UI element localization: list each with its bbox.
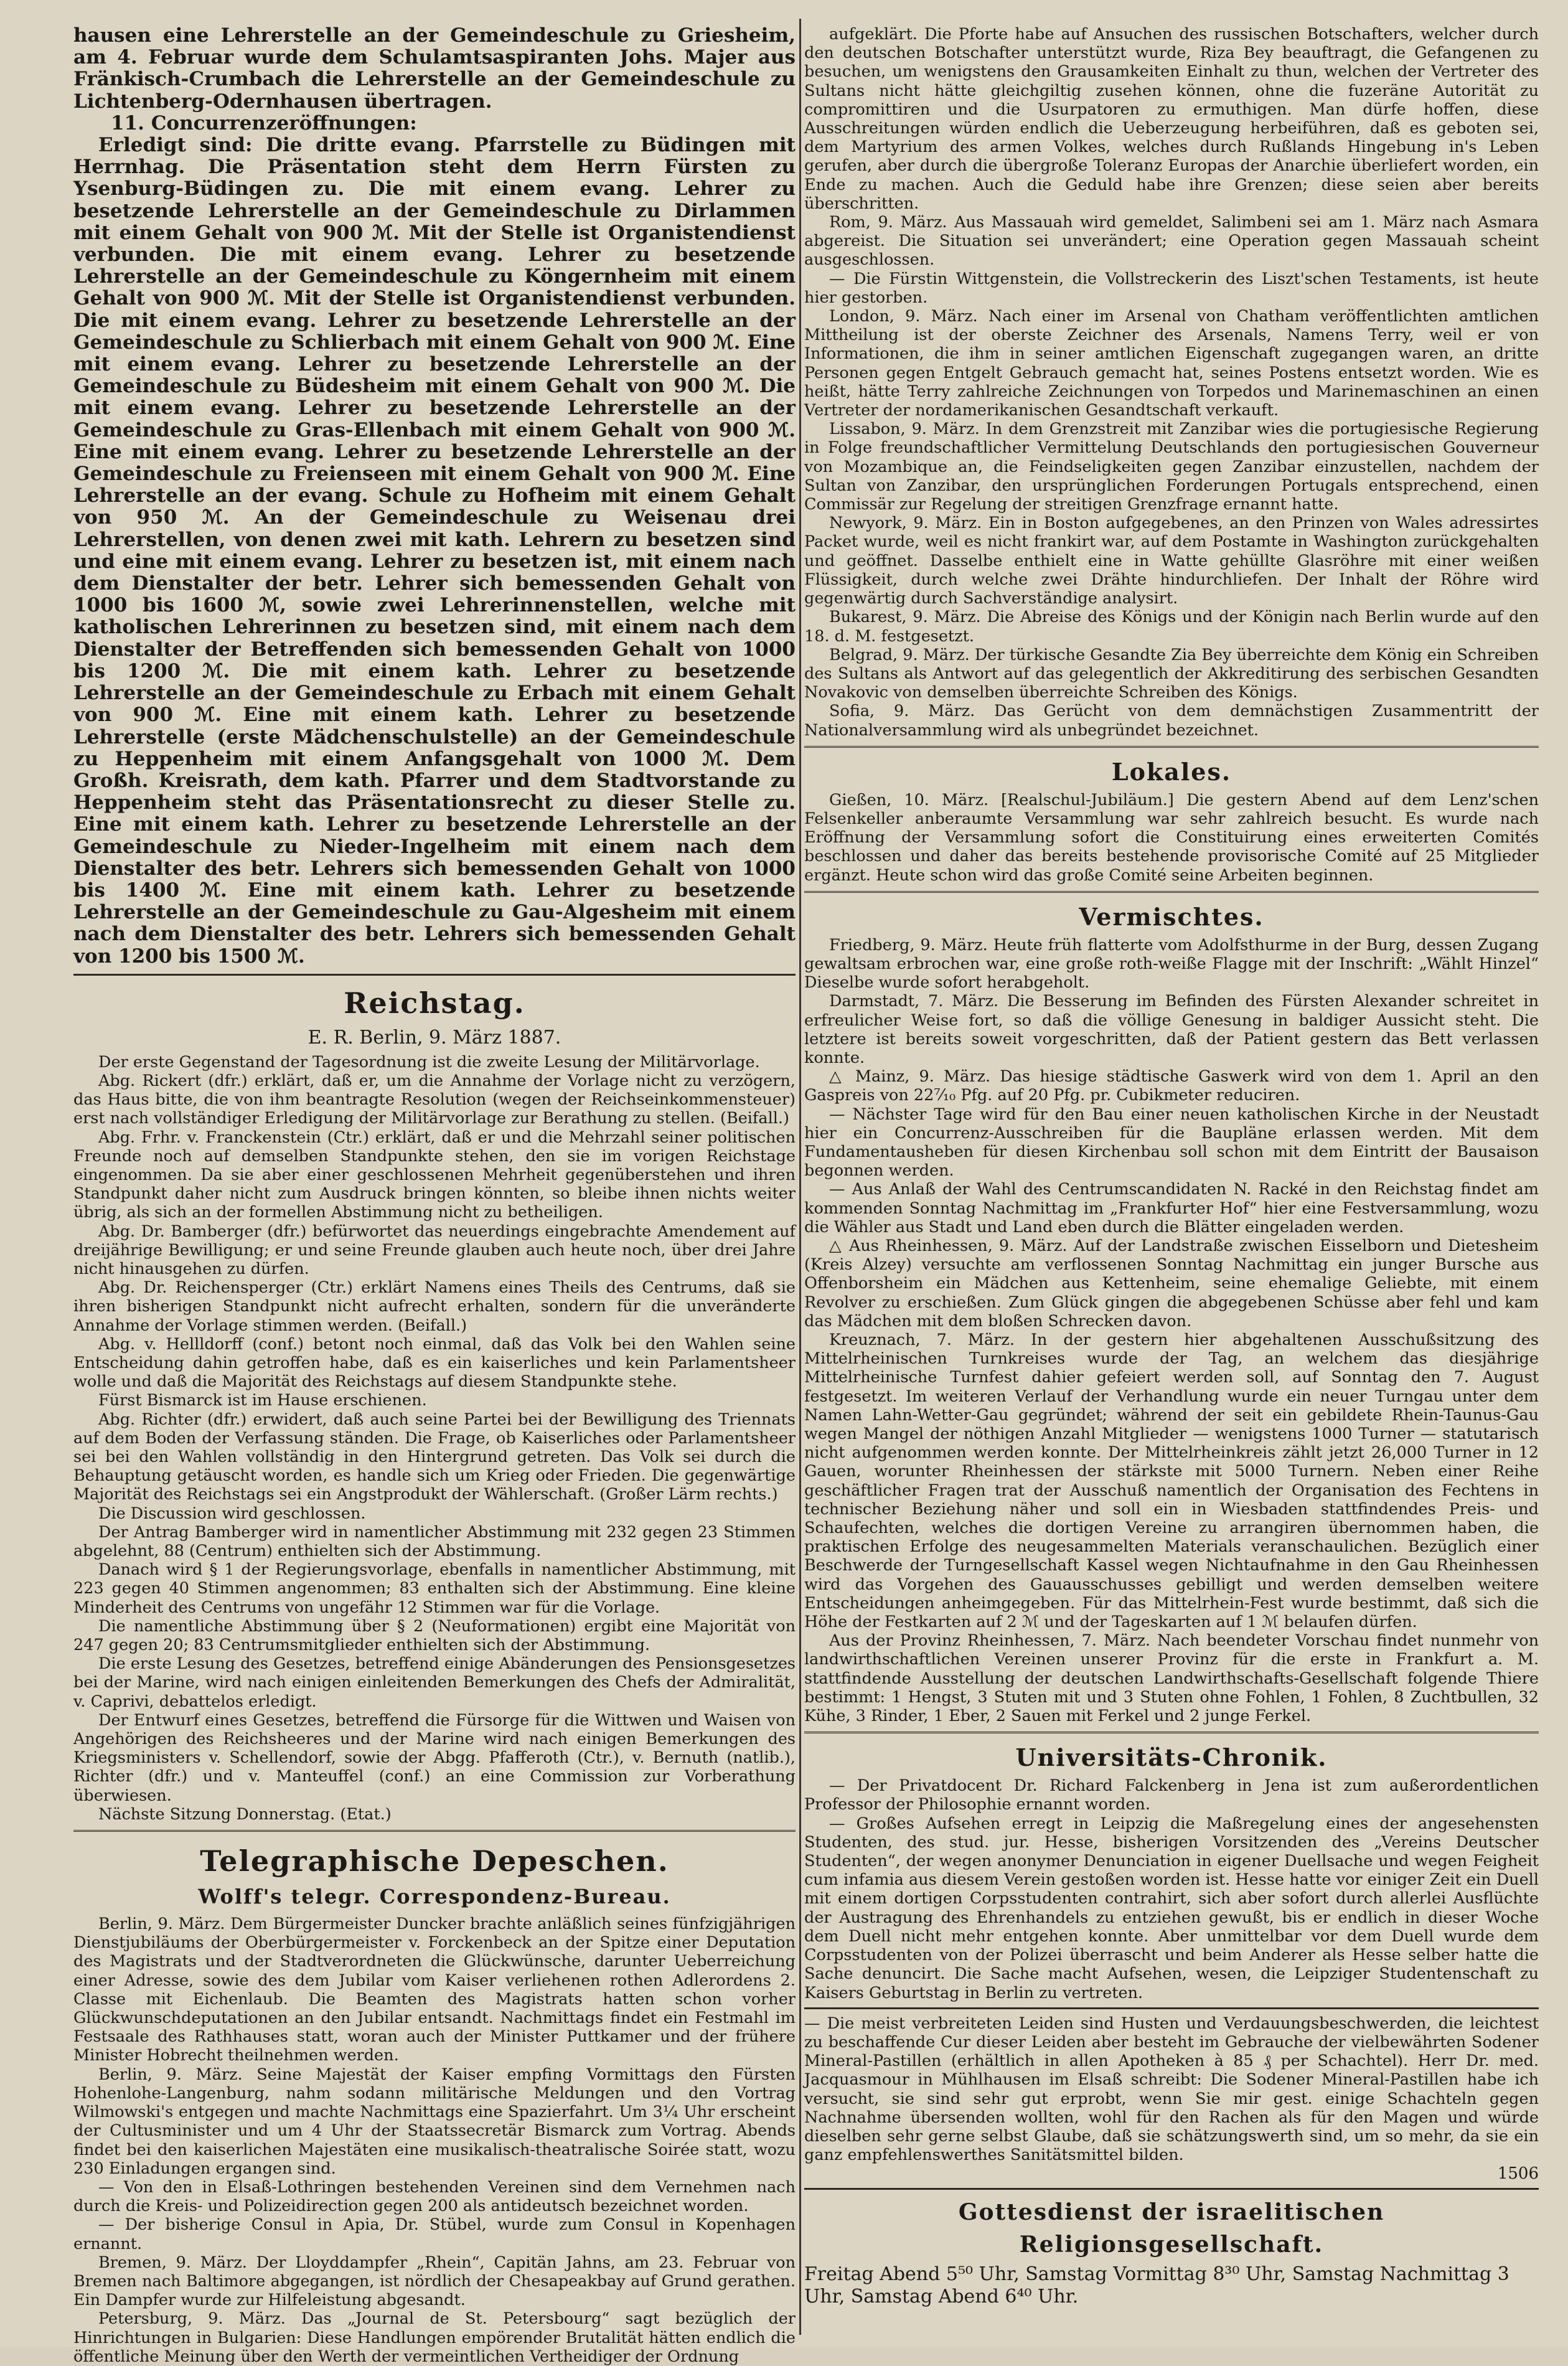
vermischtes-paragraph: Kreuznach, 7. März. In der gestern hier abgehaltenen Ausschußsitzung des Mittelrheinischen Turnkreises wurde der Tag, an welchem das diesjährige Mittelrheinische Turnfest dahier gefeiert werden soll, auf Sonntag den 7. August festgesetzt. Im weiteren Verlauf der Verhandlung wurde ein neuer Turngau unter dem Namen Lahn-Wetter-Gau gegründet; während der seit ein gebildete Rhein-Taunus-Gau wegen Mangel der nöthigen Anzahl Mitglieder — wenigstens 1000 Turner — statutarisch nicht aufgenommen werden konnte. Der Mittelrheinkreis zählt jetzt 26,000 Turner in 12 Gauen, worunter Rheinhessen der stärkste mit 5000 Turnern. Neben einer Reihe geschäftlicher Fragen trat der Ausschuß namentlich der Organisation des Fechtens in technischer Beziehung näher und soll ein in Wiesbaden stattfindendes Preis- und Schaufechten, welches die dortigen Vereine zu arrangiren übernommen haben, die praktischen Erfolge des neugesammelten Materials veranschaulichen. Bezüglich einer Beschwerde der Turngesellschaft Kassel wegen Nichtaufnahme in den Gau Rheinhessen wird das Vorgehen des Gauausschusses gebilligt und werden demselben weitere Entscheidungen anheimgegeben. Für das Mittelrhein-Fest wurde bestimmt, daß sich die Höhe der Festkarten auf 2 ℳ und der Tageskarten auf 1 ℳ belaufen dürfen. [804,1331,1539,1632]
telegraph-paragraph: Berlin, 9. März. Dem Bürgermeister Duncker brachte anläßlich seines fünfzigjährigen Dienstjubiläums der Oberbürgermeister v. Forckenbeck an der Spitze einer Deputation des Magistrats und der Stadtverordneten die Glückwünsche, darunter Ueberreichung einer Adresse, sowie des dem Jubilar vom Kaiser verliehenen rothen Adlerordens 2. Classe mit Eichenlaub. Die Beamten des Magistrats hatten schon vorher Glückwunschdeputationen an den Jubilar entsandt. Nachmittags findet ein Festmahl im Festsaale des Rathhauses statt, woran auch der Minister Puttkamer und der frühere Minister Hobrecht theilnehmen werden. [73,1915,796,2065]
reichstag-paragraph: Der Entwurf eines Gesetzes, betreffend die Fürsorge für die Wittwen und Waisen von Angehörigen des Reichsheeres und der Marine wird nach einigen Bemerkungen des Kriegsministers v. Schellendorf, sowie der Abgg. Pfafferoth (Ctr.), v. Bernuth (natlib.), Richter (dfr.) und v. Manteuffel (conf.) an eine Commission zur Vorberathung überwiesen. [73,1710,796,1805]
lokales-heading: Lokales. [1111,757,1232,786]
telegraph-paragraph: — Der bisherige Consul in Apia, Dr. Stübel, wurde zum Consul in Kopenhagen ernannt. [73,2215,796,2253]
reichstag-paragraph: Abg. Richter (dfr.) erwidert, daß auch seine Partei bei der Bewilligung des Triennats auf dem Boden der Verfassung ständen. Die Frage, ob Kaiserliches oder Parlamentsheer sei bei den Wahlen vollständig in den Hintergrund getreten. Das Volk sei durch die Behauptung getäuscht worden, es handle sich um Krieg oder Frieden. Die gegenwärtige Majorität des Reichstags sei ein Angstprodukt der Wählerschaft. (Großer Lärm rechts.) [73,1410,796,1504]
right-column [804,25,1539,2335]
telegraph-cont-paragraph: Bukarest, 9. März. Die Abreise des Königs und der Königin nach Berlin wurde auf den 18. d. M. festgesetzt. [804,608,1539,646]
section-rule [804,891,1539,895]
ad-text: — Die meist verbreiteten Leiden sind Husten und Verdauungsbeschwerden, die leichtest zu beschaffende Cur dieser Leiden aber besteht im Gebrauche der vielbewährten Sodener Mineral-Pastillen (erhältlich in allen Apotheken à 85 ₰ per Schachtel). Herr Dr. med. Jacquasmour in Mühlhausen im Elsaß schreibt: Die Sodener Mineral-Pastillen habe ich versucht, sie sind sehr gut erprobt, wenn Sie mir gest. einige Schachteln gegen Nachnahme übersenden wollten, wohl für den Rachen als für den Magen und würde dieselben sehr gerne selbst Glaube, daß sie schätzungswerth sind, um so mehr, da sie ein ganz empfehlenswerthes Sanitätsmittel bilden. [804,2014,1539,2165]
section-rule [804,746,1539,750]
telegraph-cont-paragraph: Sofia, 9. März. Das Gerücht von dem demnächstigen Zusammentritt der Nationalversammlung wird als unbegründet bezeichnet. [804,702,1539,740]
lokales-article [804,791,1539,885]
concurrenz-heading: 11. Concurrenzeröffnungen: [111,111,417,134]
reichstag-paragraph: Die namentliche Abstimmung über § 2 (Neuformationen) ergibt eine Majorität von 247 gegen 20; 83 Centrumsmitglieder enthielten sich der Abstimmung. [73,1616,796,1655]
telegraph-cont-paragraph: Belgrad, 9. März. Der türkische Gesandte Zia Bey überreichte dem König ein Schreiben des Sultans als Antwort auf das gelegentlich der Akkreditirung des serbischen Gesandten Novakovic von demselben überreichte Schreiben des Königs. [804,645,1539,702]
telegraph-paragraph: Bremen, 9. März. Der Lloyddampfer „Rhein“, Capitän Jahns, am 23. Februar von Bremen nach Baltimore abgegangen, ist nördlich der Chesapeakbay auf Grund gerathen. Ein Dampfer wurde zur Hilfeleistung abgesandt. [73,2253,796,2310]
telegraph-paragraph: Petersburg, 9. März. Das „Journal de St. Petersbourg“ sagt bezüglich der Hinrichtungen in Bulgarien: Diese Handlungen empörender Brutalität hätten endlich die öffentliche Meinung über den Werth der vermeintlichen Vertheidiger der Ordnung [73,2309,796,2366]
reichstag-article [73,1053,796,1824]
reichstag-paragraph: Abg. Dr. Reichensperger (Ctr.) erklärt Namens eines Theils des Centrums, daß sie ihren bisherigen Standpunkt nicht aufrecht erhalten, sondern für die unveränderte Annahme der Vorlage stimmen werden. (Beifall.) [73,1278,796,1335]
telegraph-cont-paragraph: — Die Fürstin Wittgenstein, die Vollstreckerin des Liszt'schen Testaments, ist heute hier gestorben. [804,269,1539,307]
vermischtes-paragraph: △ Aus Rheinhessen, 9. März. Auf der Landstraße zwischen Eisselborn und Dietesheim (Kreis Alzey) versuchte am verflossenen Sonntag Nachmittag ein junger Bursche aus Offenborsheim ein Mädchen aus Kettenheim, seine ehemalige Geliebte, mit einem Revolver zu erschießen. Zum Glück gingen die abgegebenen Schüsse aber fehl und kam das Mädchen mit dem bloßen Schrecken davon. [804,1236,1539,1331]
telegraph-heading: Telegraphische Depeschen. [200,1844,669,1878]
universitaets-paragraph: — Der Privatdocent Dr. Richard Falckenberg in Jena ist zum außerordentlichen Professor der Philosophie ernannt worden. [804,1776,1539,1814]
section-rule [73,1830,796,1834]
telegraph-cont-paragraph: London, 9. März. Nach einer im Arsenal von Chatham veröffentlichten amtlichen Mittheilung ist der oberste Zeichner des Arsenals, Namens Terry, weil er von Informationen, die ihm in seiner amtlichen Eigenschaft zugegangen waren, an dritte Personen gegen Entgelt Gebrauch gemacht hat, seines Postens entsetzt worden. Wie es heißt, hätte Terry zahlreiche Zeichnungen von Torpedos und Marinemaschinen an einen Vertreter der nordamerikanischen Gesandtschaft verkauft. [804,307,1539,420]
reichstag-paragraph: Abg. v. Hellldorff (conf.) betont noch einmal, daß das Volk bei den Wahlen seine Entscheidung dahin getroffen habe, daß es ein kaiserliches und kein Parlamentsheer wolle und daß die Majorität des Reichstags auf diesem Standpunkte stehe. [73,1334,796,1392]
ad-number: 1506 [1497,2164,1539,2184]
telegraph-paragraph: — Von den in Elsaß-Lothringen bestehenden Vereinen sind dem Vernehmen nach durch die Kreis- und Polizeidirection gegen 200 als antideutsch bezeichnet worden. [73,2177,796,2216]
telegraph-paragraph: Berlin, 9. März. Seine Majestät der Kaiser empfing Vormittags den Fürsten Hohenlohe-Langenburg, nahm sodann militärische Meldungen und den Vortrag Wilmowski's entgegen und machte Nachmittags eine Spazierfahrt. Um 3¼ Uhr erscheint der Cultusminister und um 4 Uhr der Staatssecretär Bismarck zum Vortrag. Abends findet bei den kaiserlichen Majestäten eine musikalisch-theatralische Soirée statt, wozu 230 Einladungen ergangen sind. [73,2065,796,2178]
vermischtes-paragraph: — Aus Anlaß der Wahl des Centrumscandidaten N. Racké in den Reichstag findet am kommenden Sonntag Nachmittag im „Frankfurter Hof“ hier eine Festversammlung, wozu die Wähler aus Stadt und Land eben durch die Blätter eingeladen werden. [804,1180,1539,1237]
telegraph-cont-paragraph: Newyork, 9. März. Ein in Boston aufgegebenes, an den Prinzen von Wales adressirtes Packet wurde, weil es nicht frankirt war, auf dem Postamte in Washington zurückgehalten und geöffnet. Dasselbe enthielt eine in Watte gehüllte Glasröhre mit einer weißen Flüssigkeit, durch welche zwei Drähte hindurchliefen. Der Inhalt der Röhre wird gegenwärtig durch Sachverständige analysirt. [804,514,1539,608]
gottesdienst-heading: Gottesdienst der israelitischen Religionsgesellschaft. [958,2199,1385,2258]
reichstag-paragraph: Die Discussion wird geschlossen. [98,1504,366,1523]
vermischtes-paragraph: — Nächster Tage wird für den Bau einer neuen katholischen Kirche in der Neustadt hier ein Concurrenz-Ausschreiben für die Baupläne erlassen werden. Mit dem Fundamentausheben für diesen Kirchenbau soll schon mit dem Eintritt der Bausaison begonnen werden. [804,1105,1539,1181]
concurrenz-body: Erledigt sind: Die dritte evang. Pfarrstelle zu Büdingen mit Herrnhag. Die Präsentation steht dem Herrn Fürsten zu Ysenburg-Büdingen zu. Die mit einem evang. Lehrer zu besetzende Lehrerstelle an der Gemeindeschule zu Dirlammen mit einem Gehalt von 900 ℳ. Mit der Stelle ist Organistendienst verbunden. Die mit einem evang. Lehrer zu besetzende Lehrerstelle an der Gemeindeschule zu Köngernheim mit einem Gehalt von 900 ℳ. Mit der Stelle ist Organistendienst verbunden. Die mit einem evang. Lehrer zu besetzende Lehrerstelle an der Gemeindeschule zu Schlierbach mit einem Gehalt von 900 ℳ. Eine mit einem evang. Lehrer zu besetzende Lehrerstelle an der Gemeindeschule zu Büdesheim mit einem Gehalt von 900 ℳ. Die mit einem evang. Lehrer zu besetzende Lehrerstelle an der Gemeindeschule zu Gras-Ellenbach mit einem Gehalt von 900 ℳ. Eine mit einem evang. Lehrer zu besetzende Lehrerstelle an der Gemeindeschule zu Freienseen mit einem Gehalt von 900 ℳ. Eine Lehrerstelle an der evang. Schule zu Hofheim mit einem Gehalt von 950 ℳ. An der Gemeindeschule zu Weisenau drei Lehrerstellen, von denen zwei mit kath. Lehrern zu besetzen sind und eine mit einem evang. Lehrer zu besetzen ist, mit einem nach dem Dienstalter der betr. Lehrer sich bemessenden Gehalt von 1000 bis 1600 ℳ, sowie zwei Lehrerinnenstellen, welche mit katholischen Lehrerinnen zu besetzen sind, mit einem nach dem Dienstalter der Betreffenden sich bemessenden Gehalt von 1000 bis 1200 ℳ. Die mit einem kath. Lehrer zu besetzende Lehrerstelle an der Gemeindeschule zu Erbach mit einem Gehalt von 900 ℳ. Eine mit einem kath. Lehrer zu besetzende Lehrerstelle (erste Mädchenschulstelle) an der Gemeindeschule zu Heppenheim mit einem Anfangsgehalt von 1000 ℳ. Dem Großh. Kreisrath, dem kath. Pfarrer und dem Stadtvorstande zu Heppenheim steht das Präsentationsrecht zu dieser Stelle zu. Eine mit einem kath. Lehrer zu besetzende Lehrerstelle an der Gemeindeschule zu Nieder-Ingelheim mit einem nach dem Dienstalter des betr. Lehrers sich bemessenden Gehalt von 1000 bis 1400 ℳ. Eine mit einem kath. Lehrer zu besetzende Lehrerstelle an der Gemeindeschule zu Gau-Algesheim mit einem nach dem Dienstalter des betr. Lehrers sich bemessenden Gehalt von 1200 bis 1500 ℳ. [73,134,796,968]
telegraph-continued [804,25,1539,740]
left-column [73,24,796,2366]
universitaets-chronik-heading: Universitäts-Chronik. [1015,1743,1328,1772]
vermischtes-paragraph: Aus der Provinz Rheinhessen, 7. März. Nach beendeter Vorschau findet nunmehr von landwirthschaftlichen Vereinen unserer Provinz für die erste in Frankfurt a. M. stattfindende Ausstellung der deutschen Landwirthschafts-Gesellschaft folgende Thiere bestimmt: 1 Hengst, 3 Stuten mit und 3 Stuten ohne Fohlen, 1 Fohlen, 8 Zuchtbullen, 32 Kühe, 3 Rinder, 1 Eber, 2 Sauen mit Ferkel und 2 junge Ferkel. [804,1631,1539,1726]
reichstag-paragraph: Danach wird § 1 der Regierungsvorlage, ebenfalls in namentlicher Abstimmung, mit 223 gegen 40 Stimmen angenommen; 83 enthalten sich der Abstimmung. Eine kleine Minderheit des Centrums von ungefähr 12 Stimmen war für die Vorlage. [73,1560,796,1617]
reichstag-paragraph: Abg. Rickert (dfr.) erklärt, daß er, um die Annahme der Vorlage nicht zu verzögern, das Haus bitte, die von ihm beantragte Resolution (wegen der Reichseinkommensteuer) erst nach vollständiger Erledigung der Militärvorlage zur Berathung zu stellen. (Beifall.) [73,1071,796,1128]
vermischtes-paragraph: Friedberg, 9. März. Heute früh flatterte vom Adolfsthurme in der Burg, dessen Zugang gewaltsam erbrochen war, eine große roth-weiße Flagge mit der Inschrift: „Wählt Hinzel“ Dieselbe wurde sofort herabgeholt. [804,935,1539,992]
reichstag-paragraph: Fürst Bismarck ist im Hause erschienen. [98,1391,427,1410]
telegraph-subheading: Wolff's telegr. Correspondenz-Bureau. [198,1885,671,1909]
universitaets-paragraph: — Großes Aufsehen erregt in Leipzig die Maßregelung eines der angesehensten Studenten, des stud. jur. Hesse, bisherigen Vorsitzenden des „Vereins Deutscher Studenten“, der wegen anonymer Denunciation in eigener Duellsache und wegen Feigheit cum infamia aus diesem Verein gestoßen worden ist. Hesse hatte vor einiger Zeit ein Duell mit einem dortigen Corpsstudenten contrahirt, sich aber sofort durch allerlei Ausflüchte der Austragung des Ehrenhandels zu entziehen gewußt, bis er endlich in dieser Woche dem Duell nicht mehr entgehen konnte. Aber unmittelbar vor dem Duell wurde dem Corpsstudenten von der Polizei überrascht und beim Anderer als Hesse selber hatte die Sache denuncirt. Die Sache macht Aufsehen, wesen, die Leipziger Studentenschaft zu Kaisers Geburtstag in Berlin zu vertreten. [804,1814,1539,2002]
school-intro: hausen eine Lehrerstelle an der Gemeindeschule zu Griesheim, am 4. Februar wurde dem Schulamtsaspiranten Johs. Majer aus Fränkisch-Crumbach die Lehrerstelle an der Gemeindeschule zu Lichtenberg-Odernhausen übertragen. [73,24,796,113]
telegraph-article [73,1915,796,2366]
reichstag-paragraph: Die erste Lesung des Gesetzes, betreffend einige Abänderungen des Pensionsgesetzes bei der Marine, wird nach einigen einleitenden Bemerkungen des Chefs der Admiralität, v. Caprivi, debattelos erledigt. [73,1654,796,1711]
universitaets-chronik-article [804,1776,1539,2002]
telegraph-cont-paragraph: Lissabon, 9. März. In dem Grenzstreit mit Zanzibar wies die portugiesische Regierung in Folge freundschaftlicher Vermittelung Deutschlands den portugiesischen Gouverneur von Mozambique an, die Feindseligkeiten gegen Zanzibar einzustellen, nachdem der Sultan von Zanzibar, den ursprünglichen Forderungen Portugals entsprechend, einen Commissär zur Regelung der streitigen Grenzfrage ernannt hatte. [804,420,1539,514]
section-rule [73,974,796,976]
telegraph-cont-paragraph: Rom, 9. März. Aus Massauah wird gemeldet, Salimbeni sei am 1. März nach Asmara abgereist. Die Situation sei unverändert; eine Operation gegen Massauah scheint ausgeschlossen. [804,213,1539,270]
reichstag-paragraph: Der Antrag Bamberger wird in namentlicher Abstimmung mit 232 gegen 23 Stimmen abgelehnt, 88 (Centrum) enthielten sich der Abstimmung. [73,1522,796,1561]
reichstag-paragraph: Der erste Gegenstand der Tagesordnung ist die zweite Lesung der Militärvorlage. [98,1052,760,1072]
gottesdienst-times: Freitag Abend 5⁵⁰ Uhr, Samstag Vormittag 8³⁰ Uhr, Samstag Nachmittag 3 Uhr, Samstag Abend 6⁴⁰ Uhr. [804,2263,1509,2308]
vermischtes-article [804,936,1539,1726]
reichstag-paragraph: Nächste Sitzung Donnerstag. (Etat.) [98,1804,392,1824]
vermischtes-paragraph: △ Mainz, 9. März. Das hiesige städtische Gaswerk wird von dem 1. April an den Gaspreis von 22⁷⁄₁₀ Pfg. auf 20 Pfg. pr. Cubikmeter reduciren. [804,1067,1539,1105]
reichstag-paragraph: Abg. Dr. Bamberger (dfr.) befürwortet das neuerdings eingebrachte Amendement auf dreijährige Bewilligung; er und seine Freunde glauben auch heute noch, über drei Jahre nicht hinausgehen zu dürfen. [73,1222,796,1278]
reichstag-paragraph: Abg. Frhr. v. Franckenstein (Ctr.) erklärt, daß er und die Mehrzahl seiner politischen Freunde noch auf demselben Standpunkte stehen, den sie im vorigen Reichstage eingenommen. Da sie aber einer geschlossenen Mehrheit gegenüberstehen und ihren Standpunkt daher nicht zum Ausdruck bringen könnten, so bleibe ihnen nichts weiter übrig, als sich an der formellen Abstimmung nicht zu betheiligen. [73,1128,796,1222]
vermischtes-heading: Vermischtes. [1079,902,1264,931]
telegraph-cont-paragraph: aufgeklärt. Die Pforte habe auf Ansuchen des russischen Botschafters, welcher durch den deutschen Botschafter unterstützt wurde, Riza Bey beauftragt, die Gefangenen zu besuchen, um wenigstens den Grausamkeiten Einhalt zu thun, welchen der Vertreter des Sultans nicht hätte gleichgiltig zusehen können, ohne die fuzeräne Autorität zu compromittiren und die Usurpatoren zu ermuthigen. Man dürfe hoffen, diese Ausschreitungen würden endlich die Ueberzeugung herbeiführen, daß es geboten sei, dem Martyrium des armen Volkes, welches durch Rußlands Hingebung in's Leben gerufen, aber durch die übergroße Toleranz Europas der Anarchie überliefert worden, ein Ende zu machen. Auch die Geduld habe ihre Grenzen; diese seien aber bereits überschritten. [804,25,1539,213]
section-rule [804,1732,1539,1735]
lokales-paragraph: Gießen, 10. März. [Realschul-Jubiläum.] Die gestern Abend auf dem Lenz'schen Felsenkeller anberaumte Versammlung war sehr zahlreich besucht. Es wurde nach Eröffnung der Versammlung sofort die Constituirung eines erweiterten Comités beschlossen und daher das bereits bestehende provisorische Comité auf 25 Mitglieder ergänzt. Heute schon wird das große Comité seine Arbeiten beginnen. [804,790,1539,885]
column-divider [799,19,801,2335]
advertisement [804,2007,1539,2190]
vermischtes-paragraph: Darmstadt, 7. März. Die Besserung im Befinden des Fürsten Alexander schreitet in erfreulicher Weise fort, so daß die völlige Genesung in baldiger Aussicht steht. Die letztere ist bereits soweit vorgeschritten, daß der Patient gestern das Bett verlassen konnte. [804,992,1539,1067]
reichstag-heading: Reichstag. [344,986,525,1020]
reichstag-dateline: E. R. Berlin, 9. März 1887. [307,1026,561,1049]
